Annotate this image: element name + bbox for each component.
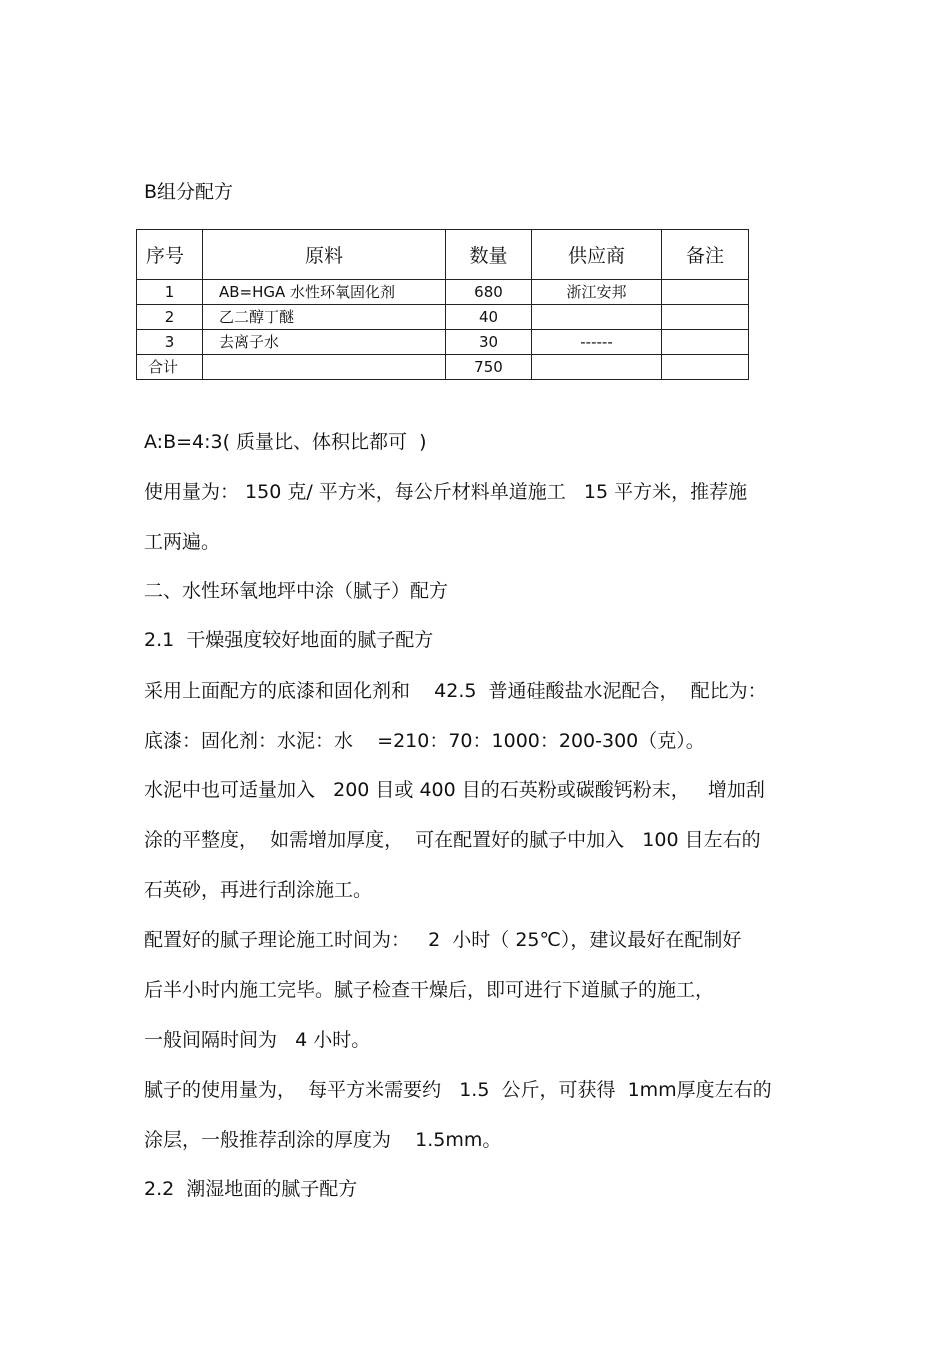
table-row	[137, 330, 749, 355]
paragraph-line: 涂的平整度， 如需增加厚度， 可在配置好的腻子中加入 100 目左右的	[144, 829, 761, 851]
heading-putty: 二、水性环氧地坪中涂（腻子）配方	[144, 580, 449, 602]
header-no: 序号	[137, 230, 203, 280]
cell-no: 2	[137, 305, 203, 330]
formula-table	[136, 229, 749, 380]
paragraph-line: 底漆：固化剂：水泥：水 =210：70：1000：200-300（克）。	[144, 730, 705, 752]
header-note: 备注	[662, 230, 749, 280]
cell-no: 3	[137, 330, 203, 355]
cell-no: 1	[137, 280, 203, 305]
section-title: B组分配方	[144, 181, 234, 203]
total-supplier	[532, 355, 662, 380]
cell-material: 去离子水	[203, 330, 446, 355]
total-material	[203, 355, 446, 380]
cell-quantity: 40	[446, 305, 532, 330]
cell-quantity: 30	[446, 330, 532, 355]
cell-note	[662, 305, 749, 330]
header-quantity: 数量	[446, 230, 532, 280]
cell-supplier: ------	[532, 330, 662, 355]
cell-note	[662, 330, 749, 355]
header-material: 原料	[203, 230, 446, 280]
total-label: 合计	[137, 355, 203, 380]
cell-note	[662, 280, 749, 305]
cell-material: AB=HGA 水性环氧固化剂	[203, 280, 446, 305]
cell-quantity: 680	[446, 280, 532, 305]
table-header-row	[137, 230, 749, 280]
table-row	[137, 305, 749, 330]
paragraph-line: 涂层，一般推荐刮涂的厚度为 1.5mm。	[144, 1129, 502, 1151]
paragraph-line: 采用上面配方的底漆和固化剂和 42.5 普通硅酸盐水泥配合， 配比为：	[144, 680, 767, 702]
paragraph-line: 石英砂，再进行刮涂施工。	[144, 879, 373, 901]
usage-text: 使用量为： 150 克/ 平方米，每公斤材料单道施工 15 平方米，推荐施	[144, 481, 748, 503]
cell-supplier: 浙江安邦	[532, 280, 662, 305]
total-note	[662, 355, 749, 380]
ratio-text: A:B=4:3( 质量比、体积比都可 )	[144, 431, 427, 453]
total-quantity: 750	[446, 355, 532, 380]
paragraph-line: 后半小时内施工完毕。腻子检查干燥后，即可进行下道腻子的施工，	[144, 979, 715, 1001]
header-supplier: 供应商	[532, 230, 662, 280]
subheading-2-1: 2.1 干燥强度较好地面的腻子配方	[144, 629, 434, 651]
table-row	[137, 280, 749, 305]
table-total-row	[137, 355, 749, 380]
paragraph-line: 水泥中也可适量加入 200 目或 400 目的石英粉或碳酸钙粉末， 增加刮	[144, 779, 765, 801]
paragraph-line: 一般间隔时间为 4 小时。	[144, 1029, 371, 1051]
subheading-2-2: 2.2 潮湿地面的腻子配方	[144, 1178, 358, 1200]
paragraph-line: 配置好的腻子理论施工时间为： 2 小时（ 25℃），建议最好在配制好	[144, 929, 742, 951]
usage-text-cont: 工两遍。	[144, 531, 221, 553]
cell-supplier	[532, 305, 662, 330]
paragraph-line: 腻子的使用量为， 每平方米需要约 1.5 公斤，可获得 1mm厚度左右的	[144, 1079, 772, 1101]
cell-material: 乙二醇丁醚	[203, 305, 446, 330]
